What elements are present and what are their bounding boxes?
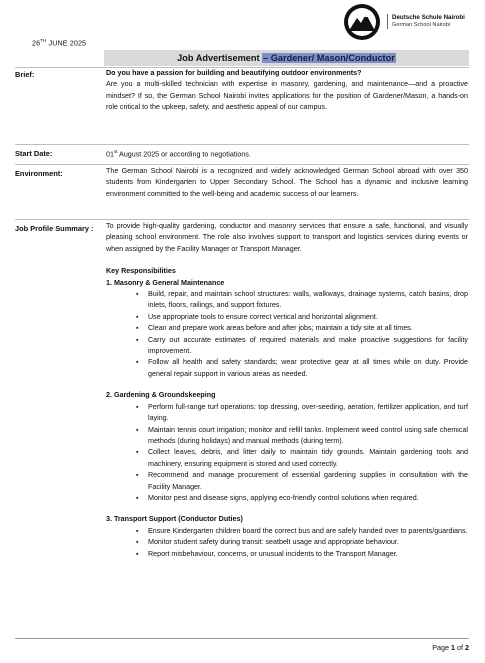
list-item: ▪ Monitor pest and disease signs, applying eco-friendly control solutions when required. <box>136 493 468 504</box>
list-item: ▪ Build, repair, and maintain school structures: walls, walkways, drainage systems, catch basins, drop inlets, floors, railings, and support fixtures. <box>136 289 468 312</box>
school-name-en: German School Nairobi <box>392 22 451 28</box>
divider <box>15 219 469 220</box>
list-item: ▪ Use appropriate tools to ensure correct vertical and horizontal alignment. <box>136 312 468 323</box>
list-item: ▪ Collect leaves, debris, and litter daily to maintain tidy grounds. Maintain gardening tools and machinery, ensuring equipment is stored and used correctly. <box>136 447 468 470</box>
list-item: ▪ Ensure Kindergarten children board the correct bus and are safely handed over to parents/guardians. <box>136 526 468 537</box>
brief-question: Do you have a passion for building and beautifying outdoor environments? <box>106 69 362 77</box>
list-item: ▪ Report misbehaviour, concerns, or unusual incidents to the Transport Manager. <box>136 549 468 560</box>
school-name <box>387 14 465 29</box>
title-highlight: – Gardener/ Mason/Conductor <box>263 53 395 63</box>
brief-content <box>106 68 468 114</box>
job-profile-content <box>106 221 468 560</box>
page-number: Page 1 of 2 <box>432 643 469 652</box>
job-profile-label: Job Profile Summary : <box>15 224 94 233</box>
section-heading: 2. Gardening & Groundskeeping <box>106 391 216 400</box>
responsibility-list <box>106 289 468 380</box>
list-item: ▪ Maintain tennis court irrigation; monitor and refill tanks. Implement weed control using safe chemical methods (during holidays) and manual methods (during term). <box>136 425 468 448</box>
divider <box>15 144 469 145</box>
list-item: ▪ Carry out accurate estimates of required materials and make proactive suggestions for facility improvement. <box>136 335 468 358</box>
page-title <box>104 50 469 66</box>
list-item: ▪ Recommend and manage procurement of essential gardening supplies in consultation with the Facility Manager. <box>136 470 468 493</box>
brief-label: Brief: <box>15 70 35 79</box>
section-heading: 3. Transport Support (Conductor Duties) <box>106 515 243 524</box>
school-logo <box>340 3 384 41</box>
section-heading: 1. Masonry & General Maintenance <box>106 278 225 287</box>
brief-text: Are you a multi-skilled technician with expertise in masonry, gardening, and maintenance—and a proactive mindset? If so, the German School Nairobi invites applications for the position of Gardener/Mason, a hands-on role critical to the upkeep, safety, and aesthetic appeal of our campus. <box>106 80 468 112</box>
environment-text: The German School Nairobi is a recognized and widely acknowledged German School abroad with over 350 students from Kindergarten to Upper Secondary School. The School has a dynamic and inclusive learning environment committed to the well-being and academic success of our learners. <box>106 167 468 198</box>
start-date-value: 01st August 2025 or according to negotiations. <box>106 149 251 159</box>
list-item: ▪ Monitor student safety during transit: seatbelt usage and appropriate behaviour. <box>136 537 468 548</box>
list-item: ▪ Clean and prepare work areas before and after jobs; maintain a tidy site at all times. <box>136 323 468 334</box>
responsibility-list <box>106 402 468 505</box>
key-responsibilities-heading: Key Responsibilities <box>106 267 176 276</box>
school-name-de: Deutsche Schule Nairobi <box>392 14 465 21</box>
job-profile-text: To provide high-quality gardening, conductor and masonry services that ensure a safe, functional, and visually pleasing school environment. The role also involves support to transport and logistics services during events or when assigned by the Facility Manager or Transport Manager. <box>106 222 468 253</box>
responsibility-list <box>106 526 468 560</box>
document-date: 26TH JUNE 2025 <box>32 38 87 48</box>
divider <box>15 164 469 165</box>
footer-rule <box>15 638 469 639</box>
list-item: ▪ Follow all health and safety standards; wear protective gear at all times while on duty. Provide general repair support in various areas as needed. <box>136 357 468 380</box>
title-prefix: Job Advertisement <box>177 53 263 63</box>
environment-label: Environment: <box>15 169 63 178</box>
start-date-label: Start Date: <box>15 149 53 158</box>
list-item: ▪ Perform full-range turf operations: top dressing, over-seeding, aeration, fertilizer application, and turf laying. <box>136 402 468 425</box>
